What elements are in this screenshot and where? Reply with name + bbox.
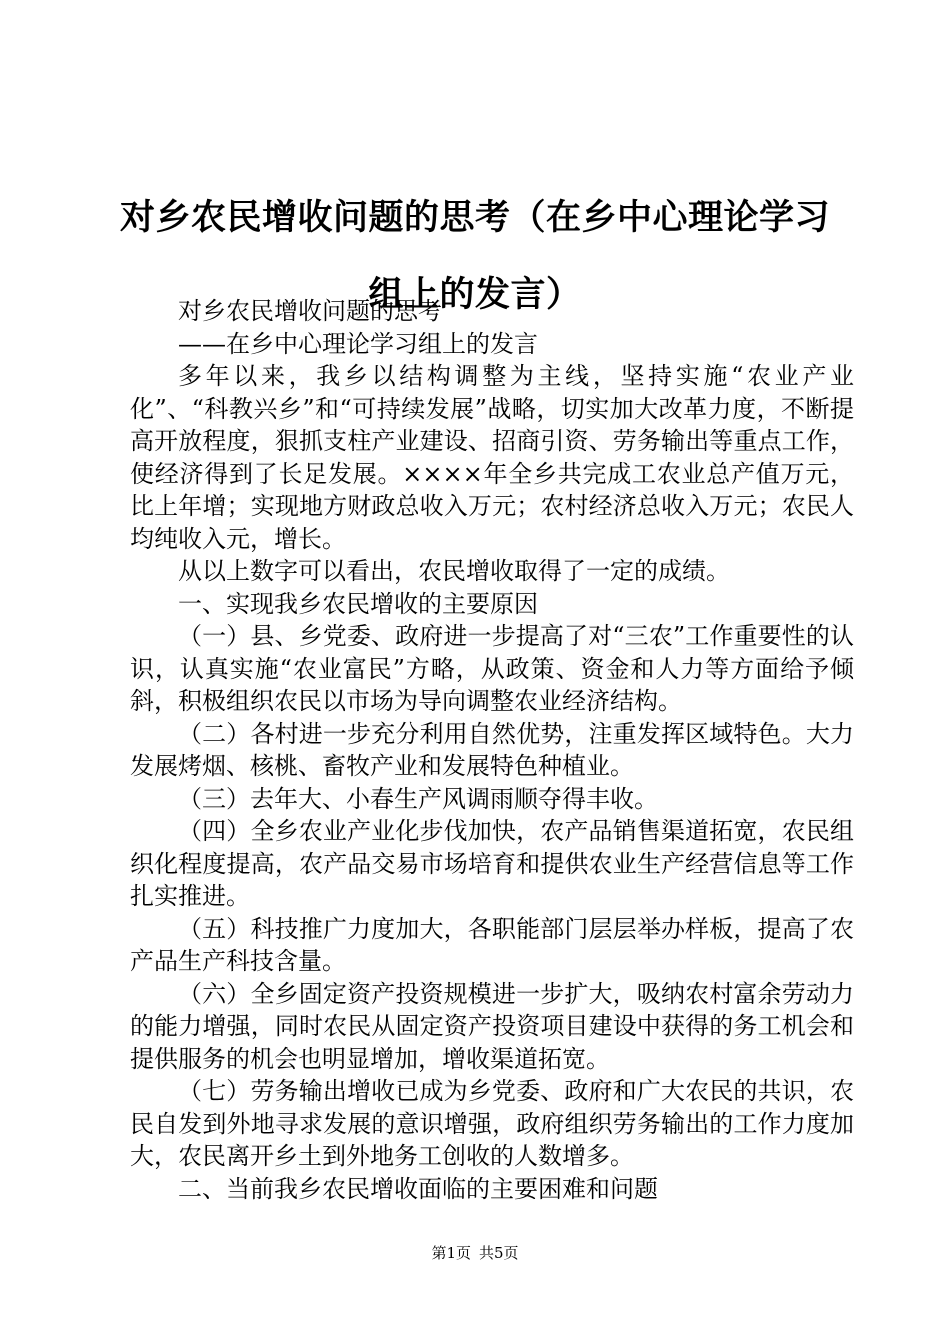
paragraph: （六）全乡固定资产投资规模进一步扩大，吸纳农村富余劳动力的能力增强，同时农民从固定资产投资项目建设中获得的务工机会和提供服务的机会也明显增加，增收渠道拓宽。: [130, 979, 854, 1073]
paragraph: 从以上数字可以看出，农民增收取得了一定的成绩。: [178, 557, 730, 585]
subtitle: 对乡农民增收问题的思考: [178, 297, 442, 325]
paragraph: （四）全乡农业产业化步伐加快，农产品销售渠道拓宽，农民组织化程度提高，农产品交易市场培育和提供农业生产经营信息等工作扎实推进。: [130, 817, 854, 910]
paragraph: （一）县、乡党委、政府进一步提高了对“三农”工作重要性的认识，认真实施“农业富民”方略，从政策、资金和人力等方面给予倾斜，积极组织农民以市场为导向调整农业经济结构。: [130, 622, 854, 715]
paragraph: 多年以来，我乡以结构调整为主线，坚持实施“农业产业化”、“科教兴乡”和“可持续发展”战略，切实加大改革力度，不断提高开放程度，狠抓支柱产业建设、招商引资、劳务输出等重点工作，使经济得到了长足发展。××××年全乡共完成工农业总产值万元，比上年增；实现地方财政总收入万元；农村经济总收入万元；农民人均纯收入元，增长。: [130, 362, 854, 553]
page-number: 第1页: [431, 1244, 471, 1262]
section-heading: 一、实现我乡农民增收的主要原因: [178, 589, 538, 618]
subtitle-occasion: ——在乡中心理论学习组上的发言: [178, 329, 538, 358]
paragraph: （三）去年大、小春生产风调雨顺夺得丰收。: [178, 784, 658, 813]
paragraph: （五）科技推广力度加大，各职能部门层层举办样板，提高了农产品生产科技含量。: [130, 914, 854, 975]
section-heading: 二、当前我乡农民增收面临的主要困难和问题: [178, 1174, 658, 1203]
page-title: 对乡农民增收问题的思考（在乡中心理论学习组上的发言）: [119, 198, 830, 315]
paragraph: （七）劳务输出增收已成为乡党委、政府和广大农民的共识，农民自发到外地寻求发展的意识增强，政府组织劳务输出的工作力度加大，农民离开乡土到外地务工创收的人数增多。: [130, 1077, 854, 1170]
page-footer: [0, 1243, 950, 1263]
document-body: [130, 295, 854, 1205]
paragraph: （二）各村进一步充分利用自然优势，注重发挥区域特色。大力发展烤烟、核桃、畜牧产业和发展特色种植业。: [130, 719, 854, 780]
page-total: 共5页: [479, 1244, 519, 1262]
